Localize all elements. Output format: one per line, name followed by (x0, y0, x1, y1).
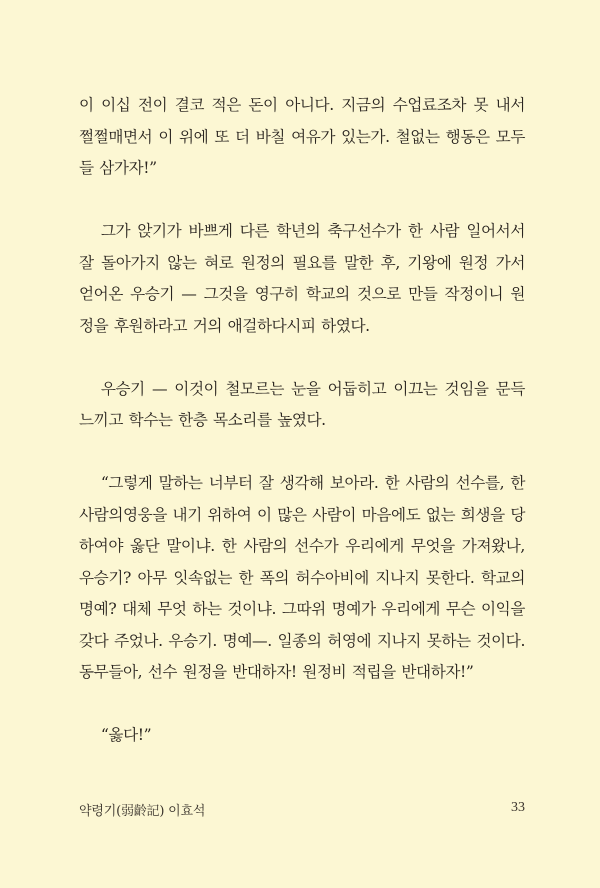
running-title: 약령기(弱齡記) 이효석 (79, 804, 206, 819)
paragraph-2: 그가 앉기가 바쁘게 다른 학년의 축구선수가 한 사람 일어서서 잘 돌아가지 않는 혀로 원정의 필요를 말한 후, 기왕에 원정 가서 얻어온 우승기 — 그것을 영구히 학교의 것으로 만들 작정이니 원정을 후원하라고 거의 애걸하다시피 하였다. (79, 222, 525, 335)
page-number: 33 (511, 800, 525, 815)
paragraph-1: 이 이십 전이 결코 적은 돈이 아니다. 지금의 수업료조차 못 내서 쩔쩔매면서 이 위에 또 더 바칠 여유가 있는가. 철없는 행동은 모두들 삼가자!” (79, 96, 525, 177)
body-text (79, 90, 525, 752)
paragraph-3: 우승기 — 이것이 철모르는 눈을 어둡히고 이끄는 것임을 문득 느끼고 학수는 한층 목소리를 높였다. (79, 379, 525, 429)
paragraph-5: “옳다!” (100, 726, 152, 744)
page-footer (79, 800, 525, 820)
paragraph-4: “그렇게 말하는 너부터 잘 생각해 보아라. 한 사람의 선수를, 한 사람의영웅을 내기 위하여 이 많은 사람이 마음에도 없는 희생을 당하여야 옳단 말이냐. 한 사람의 선수가 우리에게 무엇을 가져왔나, 우승기? 아무 잇속없는 한 폭의 허수아비에 지나지 못한다. 학교의 명예? 대체 무엇 하는 것이냐. 그따위 명예가 우리에게 무슨 이익을 갖다 주었나. 우승기. 명예—. 일종의 허영에 지나지 못하는 것이다. 동무들아, 선수 원정을 반대하자! 원정비 적립을 반대하자!” (79, 474, 525, 681)
